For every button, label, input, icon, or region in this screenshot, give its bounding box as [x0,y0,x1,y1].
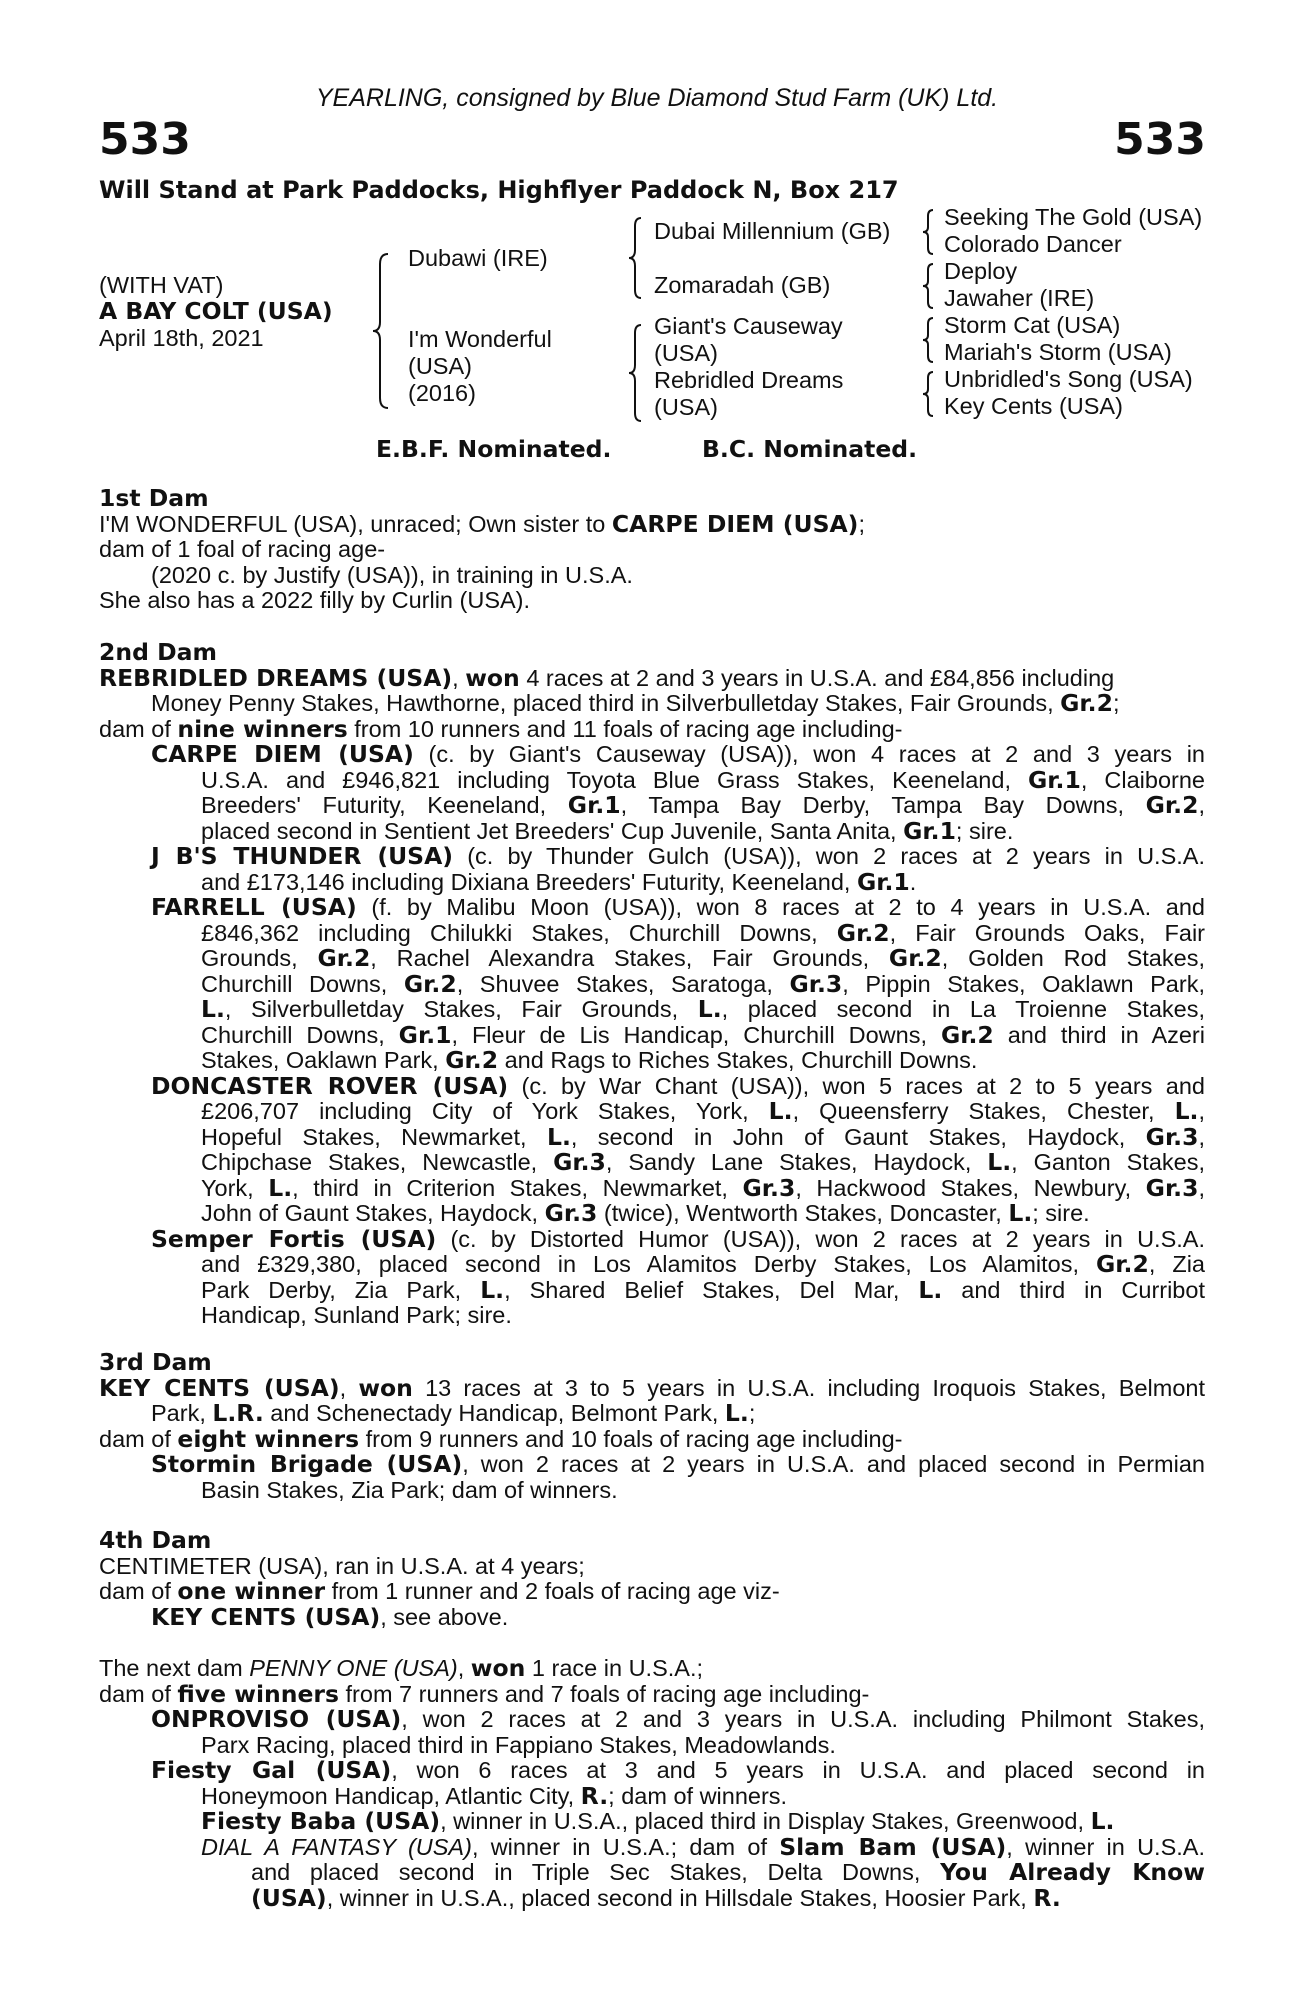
third-dam-line: KEY CENTS (USA), won 13 races at 3 to 5 years in U.S.A. including Iroquois Stakes, Belmont [99,1375,1205,1401]
brace-ss [920,208,936,256]
produce-line: and £173,146 including Dixiana Breeders' Futurity, Keeneland, Gr.1. [201,867,917,896]
second-dam-line: dam of nine winners from 10 runners and 11 foals of racing age including- [99,714,903,743]
pedigree-dam-sire-l2: (USA) [654,340,718,366]
produce-line: and £329,380, placed second in Los Alamitos Derby Stakes, Los Alamitos, Gr.2, Zia [201,1252,1205,1278]
produce-line: John of Gaunt Stakes, Haydock, Gr.3 (twice), Wentworth Stakes, Doncaster, L.; sire. [201,1199,1090,1227]
ebf-nomination: E.B.F. Nominated. [376,435,612,463]
next-dam-line: dam of five winners from 7 runners and 7 foals of racing age including- [99,1679,870,1708]
brace-dd [920,370,936,418]
consignment-line: YEARLING, consigned by Blue Diamond Stud Farm (UK) Ltd. [315,84,999,112]
pedigree-sds: Deploy [944,258,1018,284]
produce-line: Churchill Downs, Gr.2, Shuvee Stakes, Saratoga, Gr.3, Pippin Stakes, Oaklawn Park, [201,971,1205,997]
next-dam-section [99,1656,1205,1911]
produce-fiesty-gal: Fiesty Gal (USA), won 6 races at 3 and 5 years in U.S.A. and placed second in [151,1758,1205,1784]
produce-line: (USA), winner in U.S.A., placed second in Hillsdale Stakes, Hoosier Park, R. [251,1883,1061,1912]
produce-onproviso: ONPROVISO (USA), won 2 races at 2 and 3 years in U.S.A. including Philmont Stakes, [151,1707,1205,1733]
first-dam-foal: (2020 c. by Justify (USA)), in training in U.S.A. [151,561,633,588]
vat-note: (WITH VAT) [99,272,224,298]
produce-line: Chipchase Stakes, Newcastle, Gr.3, Sandy Lane Stakes, Haydock, L., Ganton Stakes, [201,1150,1205,1176]
first-dam-line: dam of 1 foal of racing age- [99,536,386,562]
produce-farrell: FARRELL (USA) (f. by Malibu Moon (USA)), won 8 races at 2 to 4 years in U.S.A. and [151,895,1205,921]
produce-line: Parx Racing, placed third in Fappiano Stakes, Meadowlands. [201,1731,836,1758]
produce-line: Churchill Downs, Gr.1, Fleur de Lis Handicap, Churchill Downs, Gr.2 and third in Azeri [201,1022,1205,1048]
produce-line: Breeders' Futurity, Keeneland, Gr.1, Tampa Bay Derby, Tampa Bay Downs, Gr.2, [201,793,1205,819]
fourth-dam-heading: 4th Dam [99,1526,212,1554]
first-dam-heading: 1st Dam [99,484,209,512]
third-dam-line: Park, L.R. and Schenectady Handicap, Belmont Park, L.; [151,1399,756,1427]
produce-line: Grounds, Gr.2, Rachel Alexandra Stakes, Fair Grounds, Gr.2, Golden Rod Stakes, [201,946,1205,972]
produce-carpe-diem: CARPE DIEM (USA) (c. by Giant's Causeway (USA)), won 4 races at 2 and 3 years in [151,742,1205,768]
produce-line: Park Derby, Zia Park, L., Shared Belief Stakes, Del Mar, L. and third in Curribot [201,1277,1205,1303]
pedigree-dam-sire-l1: Giant's Causeway [654,313,843,339]
produce-doncaster-rover: DONCASTER ROVER (USA) (c. by War Chant (USA)), won 5 races at 2 to 5 years and [151,1073,1205,1099]
produce-jbs-thunder: J B'S THUNDER (USA) (c. by Thunder Gulch (USA)), won 2 races at 2 years in U.S.A. [151,844,1205,870]
pedigree-ssd: Colorado Dancer [944,231,1122,257]
pedigree-sss: Seeking The Gold (USA) [944,204,1203,230]
produce-line: £846,362 including Chilukki Stakes, Churchill Downs, Gr.2, Fair Grounds Oaks, Fair [201,920,1205,946]
pedigree-dds: Unbridled's Song (USA) [944,366,1193,392]
produce-line: Hopeful Stakes, Newmarket, L., second in John of Gaunt Stakes, Haydock, Gr.3, [201,1124,1205,1150]
produce-line: and placed second in Triple Sec Stakes, Delta Downs, You Already Know [251,1860,1205,1886]
second-dam-line: Money Penny Stakes, Hawthorne, placed third in Silverbulletday Stakes, Fair Grounds, Gr.2; [151,689,1120,717]
pedigree-sire-sire: Dubai Millennium (GB) [654,218,891,244]
pedigree-dam-l3: (2016) [408,380,476,406]
third-dam-line: dam of eight winners from 9 runners and 10 foals of racing age including- [99,1424,903,1453]
produce-line: placed second in Sentient Jet Breeders' Cup Juvenile, Santa Anita, Gr.1; sire. [201,816,1014,845]
produce-line: Basin Stakes, Zia Park; dam of winners. [201,1476,618,1503]
first-dam-section [99,486,1205,614]
pedigree-ddd: Key Cents (USA) [944,393,1123,419]
fourth-dam-line: dam of one winner from 1 runner and 2 foals of racing age viz- [99,1577,780,1605]
bc-nomination: B.C. Nominated. [702,435,918,463]
produce-line: Handicap, Sunland Park; sire. [201,1302,512,1328]
brace-sire [626,216,644,300]
lot-number-right: 533 [1114,114,1206,165]
first-dam-line: I'M WONDERFUL (USA), unraced; Own sister to CARPE DIEM (USA); [99,509,865,538]
second-dam-line: REBRIDLED DREAMS (USA), won 4 races at 2 and 3 years in U.S.A. and £84,856 including [99,663,1115,692]
horse-name: A BAY COLT (USA) [99,297,333,325]
first-dam-line: She also has a 2022 filly by Curlin (USA). [99,587,531,613]
pedigree-sire-dam: Zomaradah (GB) [654,272,831,298]
pedigree-sire: Dubawi (IRE) [408,245,548,271]
third-dam-section [99,1350,1205,1503]
pedigree-dam-l2: (USA) [408,353,472,379]
second-dam-heading: 2nd Dam [99,638,217,666]
brace-ds [920,316,936,364]
pedigree-dss: Storm Cat (USA) [944,312,1121,338]
produce-line: Honeymoon Handicap, Atlantic City, R.; dam of winners. [201,1781,788,1810]
horse-dob: April 18th, 2021 [99,325,264,351]
produce-line: L., Silverbulletday Stakes, Fair Grounds, L., placed second in La Troienne Stakes, [201,997,1205,1023]
produce-dial-a-fantasy: DIAL A FANTASY (USA), winner in U.S.A.; dam of Slam Bam (USA), winner in U.S.A. [201,1834,1205,1860]
brace-sd [920,262,936,310]
produce-fiesty-baba: Fiesty Baba (USA), winner in U.S.A., placed third in Display Stakes, Greenwood, L. [201,1807,1115,1835]
produce-line: Stakes, Oaklawn Park, Gr.2 and Rags to Riches Stakes, Churchill Downs. [201,1046,978,1074]
third-dam-heading: 3rd Dam [99,1348,212,1376]
produce-line: York, L., third in Criterion Stakes, Newmarket, Gr.3, Hackwood Stakes, Newbury, Gr.3, [201,1175,1205,1201]
produce-line: U.S.A. and £946,821 including Toyota Blue Grass Stakes, Keeneland, Gr.1, Claiborne [201,767,1205,793]
brace-main [370,252,392,410]
pedigree-sdd: Jawaher (IRE) [944,285,1095,311]
fourth-dam-section [99,1528,1205,1630]
lot-number-left: 533 [99,114,191,165]
produce-stormin-brigade: Stormin Brigade (USA), won 2 races at 2 years in U.S.A. and placed second in Permian [151,1452,1205,1478]
second-dam-section [99,640,1205,1329]
produce-semper-fortis: Semper Fortis (USA) (c. by Distorted Humor (USA)), won 2 races at 2 years in U.S.A. [151,1226,1205,1252]
next-dam-line: The next dam PENNY ONE (USA), won 1 race in U.S.A.; [99,1654,704,1682]
pedigree-dam-l1: I'm Wonderful [408,326,552,352]
brace-dam [626,323,644,423]
pedigree-dam-dam-l1: Rebridled Dreams [654,367,844,393]
pedigree-dam-dam-l2: (USA) [654,394,718,420]
produce-line: £206,707 including City of York Stakes, York, L., Queensferry Stakes, Chester, L., [201,1099,1205,1125]
produce-key-cents: KEY CENTS (USA), see above. [151,1602,509,1631]
fourth-dam-line: CENTIMETER (USA), ran in U.S.A. at 4 years; [99,1552,585,1579]
stabling-line: Will Stand at Park Paddocks, Highflyer Paddock N, Box 217 [99,176,899,204]
pedigree-dsd: Mariah's Storm (USA) [944,339,1172,365]
